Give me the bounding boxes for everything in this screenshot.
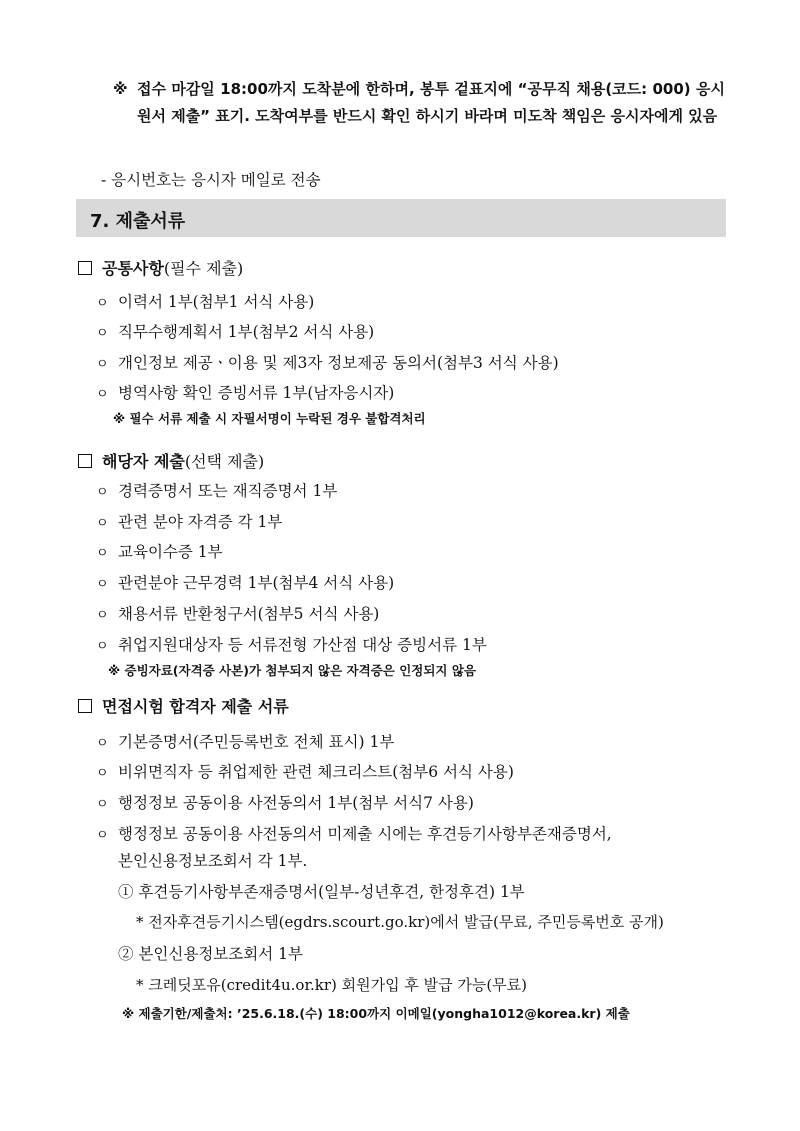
bullet-icon: ㅇ: [96, 736, 109, 751]
deadline-notice: [113, 76, 725, 130]
bullet-icon: ㅇ: [96, 797, 109, 812]
category-optional: [78, 449, 264, 472]
bullet-icon: ㅇ: [96, 296, 109, 311]
checkbox-icon: [78, 454, 92, 468]
bullet-icon: ㅇ: [96, 387, 109, 402]
list-item: ㅇ 기본증명서(주민등록번호 전체 표시) 1부: [96, 733, 395, 751]
checkbox-icon: [78, 699, 92, 713]
category-suffix: (선택 제출): [184, 452, 265, 471]
bullet-icon: ㅇ: [96, 326, 109, 341]
sub-item: ② 본인신용정보조회서 1부: [118, 945, 303, 963]
category-interview: [78, 694, 289, 717]
category-title: 면접시험 합격자 제출 서류: [102, 697, 289, 716]
bullet-icon: ㅇ: [96, 485, 109, 500]
bullet-icon: ㅇ: [96, 828, 109, 843]
list-item: ㅇ 행정정보 공동이용 사전동의서 1부(첨부 서식7 사용): [96, 794, 474, 812]
category-common: [78, 256, 243, 279]
category-note: ※ 필수 서류 제출 시 자필서명이 누락된 경우 불합격처리: [113, 411, 426, 426]
list-item-continuation: 본인신용정보조회서 각 1부.: [118, 852, 308, 870]
list-item: ㅇ 채용서류 반환청구서(첨부5 서식 사용): [96, 605, 380, 623]
bullet-icon: ㅇ: [96, 608, 109, 623]
sub-item-note: * 전자후견등기시스템(egdrs.scourt.go.kr)에서 발급(무료, 주민등록번호 공개): [136, 913, 664, 931]
section-title: 7. 제출서류: [90, 211, 186, 232]
bullet-icon: ㅇ: [96, 639, 109, 654]
list-item: ㅇ 교육이수증 1부: [96, 543, 223, 561]
notice-text: 접수 마감일 18:00까지 도착분에 한하며, 봉투 겉표지에 “공무직 채용(코드: 000) 응시원서 제출” 표기. 도착여부를 반드시 확인 하시기 바라며 미도착 책임은 응시자에게 있음: [137, 80, 725, 125]
list-item: ㅇ 비위면직자 등 취업제한 관련 체크리스트(첨부6 서식 사용): [96, 763, 514, 781]
list-item: ㅇ 관련분야 근무경력 1부(첨부4 서식 사용): [96, 574, 395, 592]
list-item: ㅇ 관련 분야 자격증 각 1부: [96, 513, 283, 531]
sub-item: ① 후견등기사항부존재증명서(일부-성년후견, 한정후견) 1부: [118, 883, 525, 901]
bullet-icon: ㅇ: [96, 357, 109, 372]
notice-mark: ※: [113, 80, 128, 98]
list-item: ㅇ 직무수행계획서 1부(첨부2 서식 사용): [96, 323, 375, 341]
bullet-icon: ㅇ: [96, 577, 109, 592]
category-note: ※ 증빙자료(자격증 사본)가 첨부되지 않은 자격증은 인정되지 않음: [108, 663, 476, 678]
bullet-icon: ㅇ: [96, 516, 109, 531]
list-item: ㅇ 경력증명서 또는 재직증명서 1부: [96, 482, 338, 500]
bullet-icon: ㅇ: [96, 766, 109, 781]
section-header: [76, 199, 726, 237]
exam-number-note: - 응시번호는 응시자 메일로 전송: [101, 171, 321, 189]
bullet-icon: ㅇ: [96, 546, 109, 561]
checkbox-icon: [78, 261, 92, 275]
submission-deadline-note: ※ 제출기한/제출처: ’25.6.18.(수) 18:00까지 이메일(yongha1012@korea.kr) 제출: [122, 1006, 630, 1021]
category-suffix: (필수 제출): [163, 259, 244, 278]
list-item: ㅇ 병역사항 확인 증빙서류 1부(남자응시자): [96, 384, 395, 402]
list-item: ㅇ 행정정보 공동이용 사전동의서 미제출 시에는 후견등기사항부존재증명서,: [96, 825, 612, 843]
category-title: 해당자 제출: [102, 452, 185, 471]
list-item: ㅇ 취업지원대상자 등 서류전형 가산점 대상 증빙서류 1부: [96, 636, 487, 654]
list-item: ㅇ 개인정보 제공ㆍ이용 및 제3자 정보제공 동의서(첨부3 서식 사용): [96, 354, 559, 372]
category-title: 공통사항: [102, 259, 164, 278]
list-item: ㅇ 이력서 1부(첨부1 서식 사용): [96, 293, 315, 311]
sub-item-note: * 크레딧포유(credit4u.or.kr) 회원가입 후 발급 가능(무료): [136, 976, 528, 994]
